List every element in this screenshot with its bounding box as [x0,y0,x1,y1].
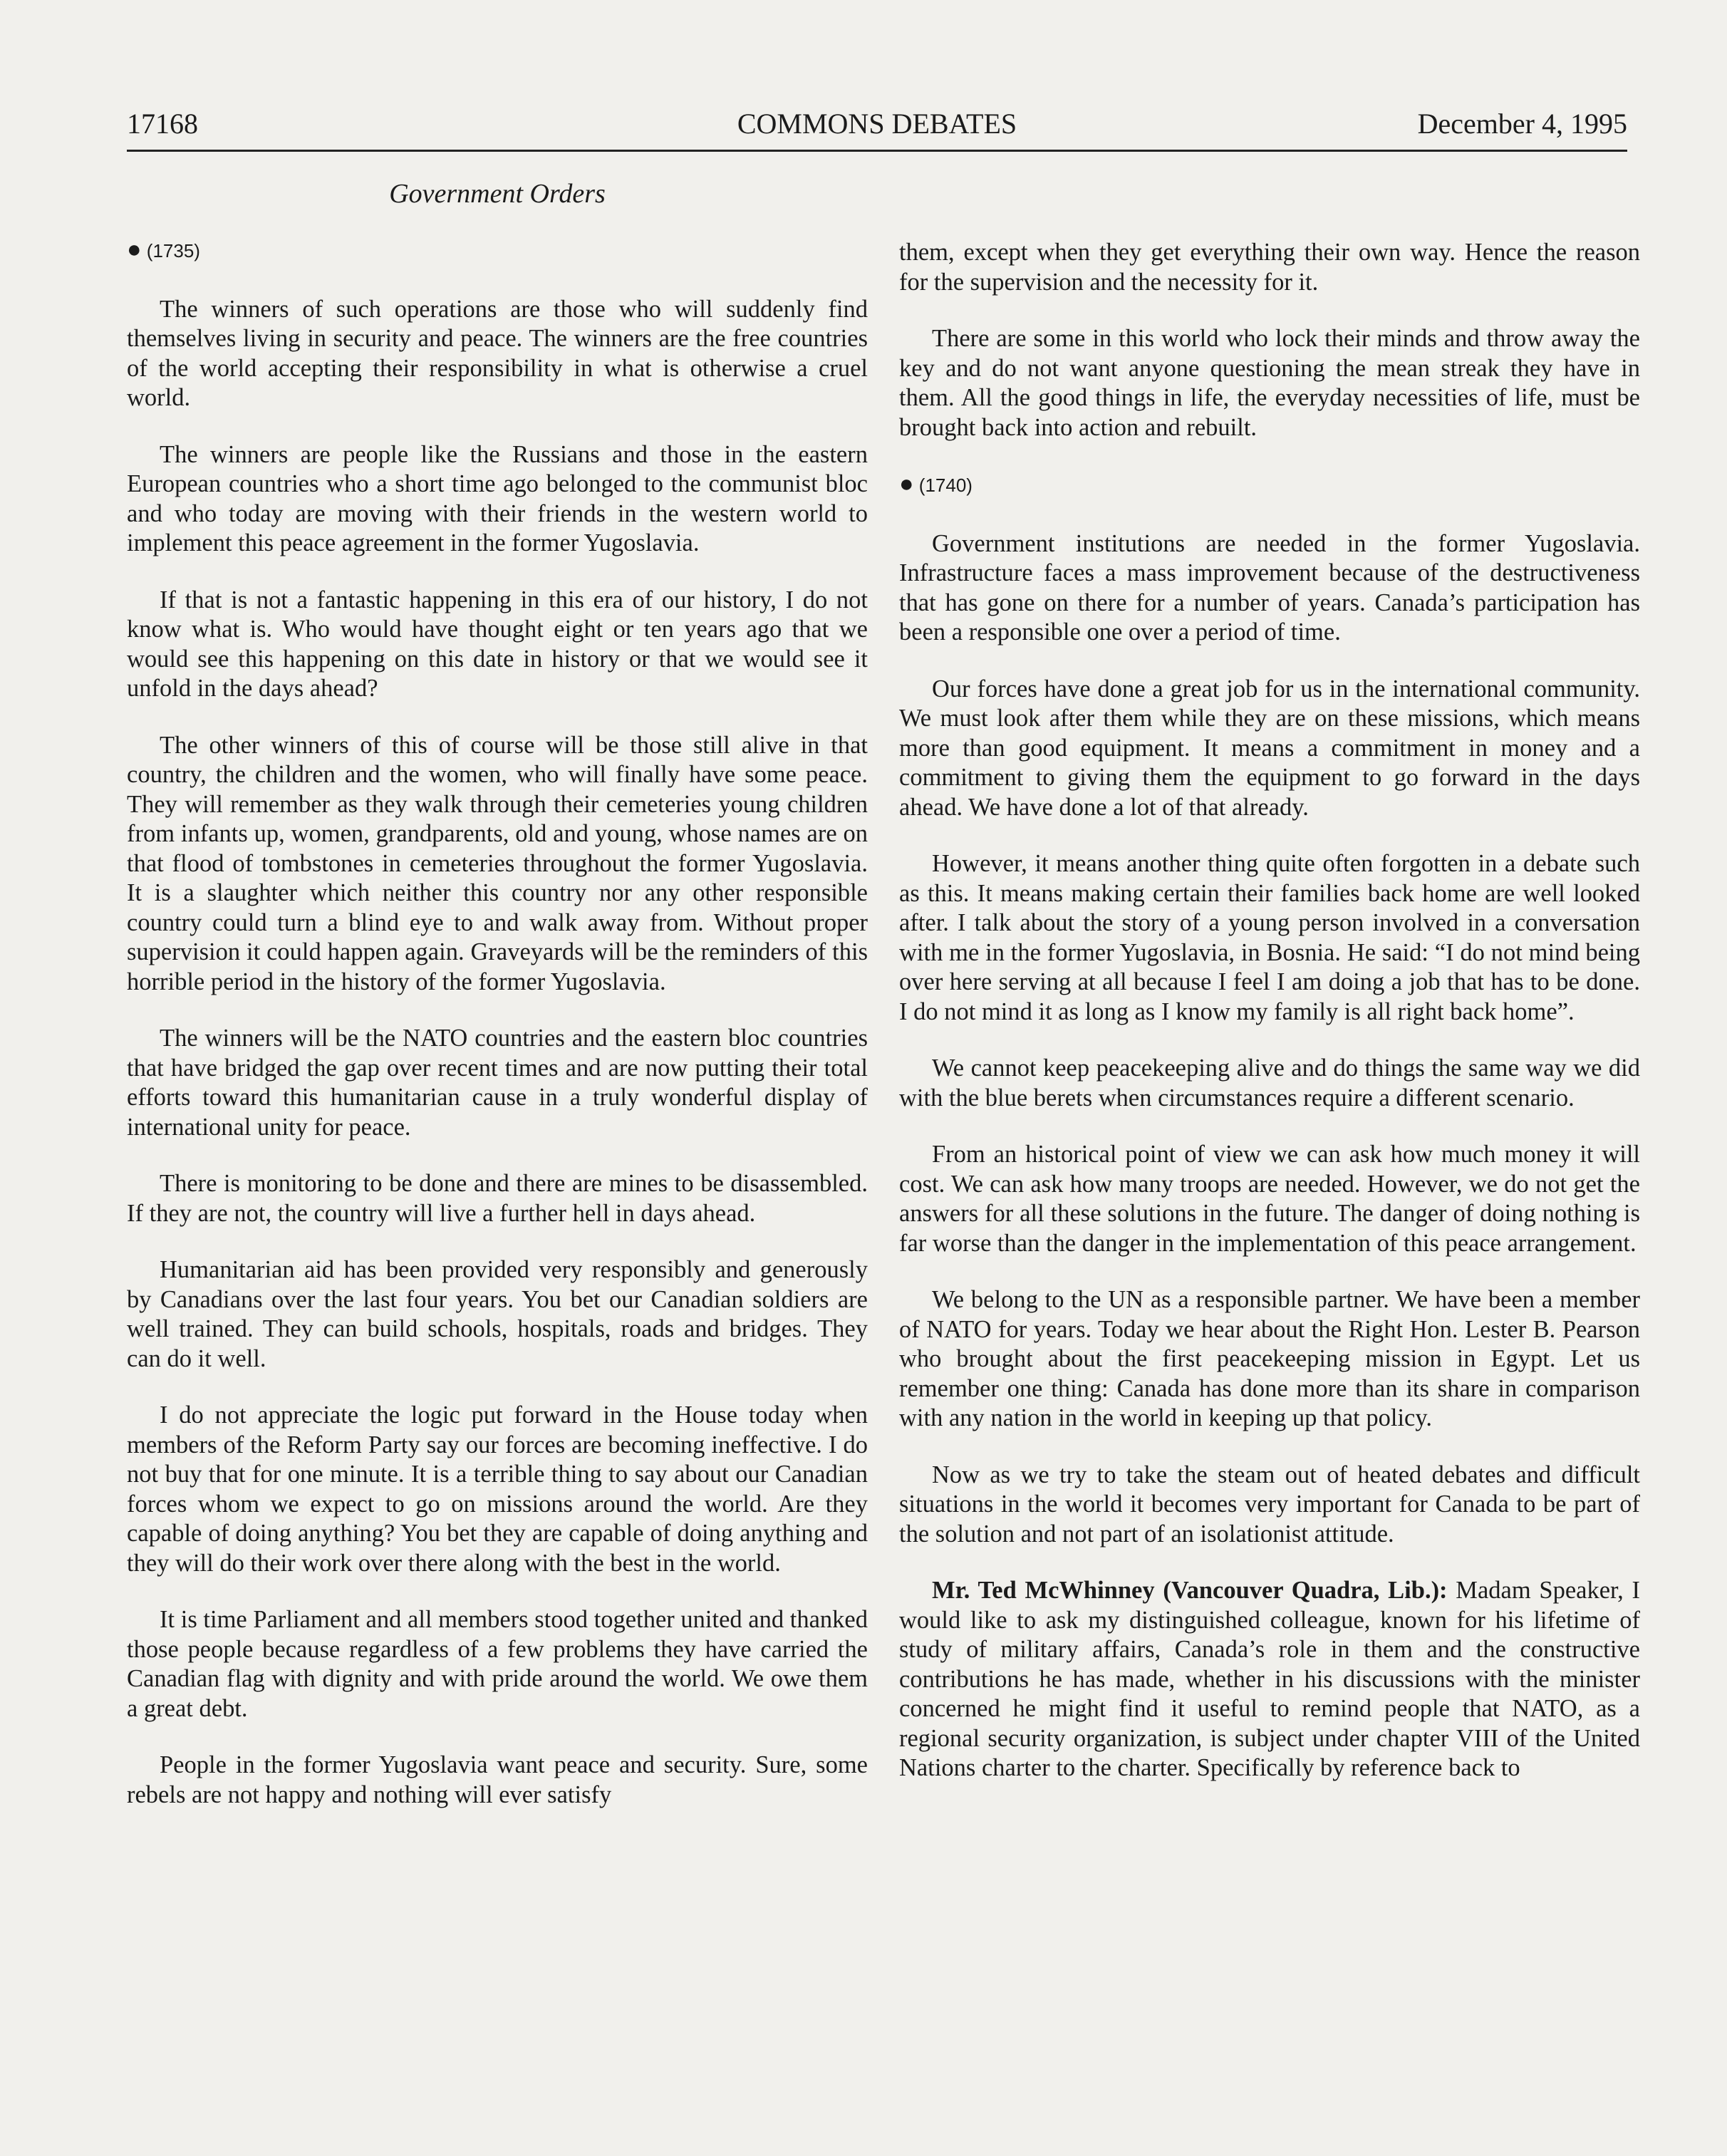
paragraph: The winners are people like the Russians and those in the eastern European countries who a short time ago belonged to the communist bloc and who today are moving with their friends in the western world to implement this peace agreement in the former Yugoslavia. [127,440,868,556]
time-marker-label: (1740) [918,475,973,496]
publication-title: COMMONS DEBATES [737,108,1017,140]
paragraph: We cannot keep peacekeeping alive and do things the same way we did with the blue berets when circumstances require a different scenario. [899,1054,1640,1111]
bullet-icon: ● [127,236,142,263]
paragraph: Now as we try to take the steam out of heated debates and difficult situations in the world it becomes very important for Canada to be part of the solution and not part of an isolationist attitude. [899,1461,1640,1548]
paragraph: Government institutions are needed in the former Yugoslavia. Infrastructure faces a mass improvement because of the destructiveness that has gone on there for a number of years. Canada’s participation has been a responsible one over a period of time. [899,529,1640,646]
paragraph: If that is not a fantastic happening in this era of our history, I do not know what is. Who would have thought eight or ten years ago that we would see this happening on this date in history or that we would see it unfold in the days ahead? [127,586,868,702]
publication-date: December 4, 1995 [1417,108,1627,140]
paragraph: There are some in this world who lock their minds and throw away the key and do not want anyone questioning the mean streak they have in them. All the good things in life, the everyday necessities of life, must be brought back into action and rebuilt. [899,325,1640,441]
paragraph: Humanitarian aid has been provided very responsibly and generously by Canadians over the last four years. You bet our Canadian soldiers are well trained. They can build schools, hospitals, roads and bridges. They can do it well. [127,1256,868,1372]
page-number: 17168 [127,108,198,140]
paragraph: The other winners of this of course will be those still alive in that country, the children and the women, who will finally have some peace. They will remember as they walk through their cemeteries young children from infants up, women, grandparents, old and young, whose names are on that flood of tombstones in cemeteries throughout the former Yugoslavia. It is a slaughter which neither this country nor any other responsible country could turn a blind eye to and walk away from. Without proper supervision it could happen again. Graveyards will be the reminders of this horrible period in the history of the former Yugoslavia. [127,731,868,995]
header-rule [127,150,1627,152]
paragraph: The winners will be the NATO countries and the eastern bloc countries that have bridged the gap over recent times and are now putting their total efforts toward this humanitarian cause in a truly wonderful display of international unity for peace. [127,1025,868,1141]
paragraph: From an historical point of view we can ask how much money it will cost. We can ask how many troops are needed. However, we do not get the answers for all these solutions in the future. The danger of doing nothing is far worse than the danger in the implementation of this peace arrangement. [899,1141,1640,1257]
paragraph: It is time Parliament and all members stood together united and thanked those people because regardless of a few problems they have carried the Canadian flag with dignity and with pride around the world. We owe them a great debt. [127,1606,868,1722]
speaker-name: Mr. Ted McWhinney (Vancouver Quadra, Lib.): [932,1577,1448,1604]
paragraph: We belong to the UN as a responsible partner. We have been a member of NATO for years. Today we hear about the Right Hon. Lester B. Pearson who brought about the first peacekeeping mission in Egypt. Let us remember one thing: Canada has done more than its share in comparison with any nation in the world in keeping up that policy. [899,1286,1640,1431]
page-header [127,107,1627,150]
speaker-paragraph [899,1576,1640,1783]
left-column [127,235,868,1837]
paragraph: There is monitoring to be done and there are mines to be disassembled. If they are not, the country will live a further hell in days ahead. [127,1170,868,1227]
paragraph: Our forces have done a great job for us in the international community. We must look after them while they are on these missions, which means more than good equipment. It means a commitment in money and a commitment to giving them the equipment to go forward in the days ahead. We have done a lot of that already. [899,675,1640,821]
continued-paragraph: them, except when they get everything their own way. Hence the reason for the supervision and the necessity for it. [899,239,1640,296]
time-marker [899,470,1640,501]
section-title: Government Orders [389,179,606,209]
time-marker-label: (1735) [146,240,200,261]
speaker-text: Madam Speaker, I would like to ask my distinguished colleague, known for his lifetime of study of military affairs, Canada’s role in them and the constructive contributions he has made, whether in his discussions with the minister concerned he might find it useful to remind people that NATO, as a regional security organization, is subject under chapter VIII of the United Nations charter to the charter. Specifically by reference back to [899,1577,1640,1781]
time-marker [127,235,868,266]
paragraph: I do not appreciate the logic put forward in the House today when members of the Reform Party say our forces are becoming ineffective. I do not buy that for one minute. It is a terrible thing to say about our Canadian forces whom we expect to go on missions around the world. Are they capable of doing anything? You bet they are capable of doing anything and they will do their work over there along with the best in the world. [127,1401,868,1577]
paragraph: People in the former Yugoslavia want peace and security. Sure, some rebels are not happy and nothing will ever satisfy [127,1751,868,1808]
right-column [899,238,1640,1810]
bullet-icon: ● [899,470,914,497]
paragraph: The winners of such operations are those who will suddenly find themselves living in security and peace. The winners are the free countries of the world accepting their responsibility in what is otherwise a cruel world. [127,295,868,411]
paragraph: However, it means another thing quite often forgotten in a debate such as this. It means making certain their families back home are well looked after. I talk about the story of a young person involved in a conversation with me in the former Yugoslavia, in Bosnia. He said: “I do not mind being over here serving at all because I feel I am doing a job that has to be done. I do not mind it as long as I know my family is all right back home”. [899,850,1640,1025]
